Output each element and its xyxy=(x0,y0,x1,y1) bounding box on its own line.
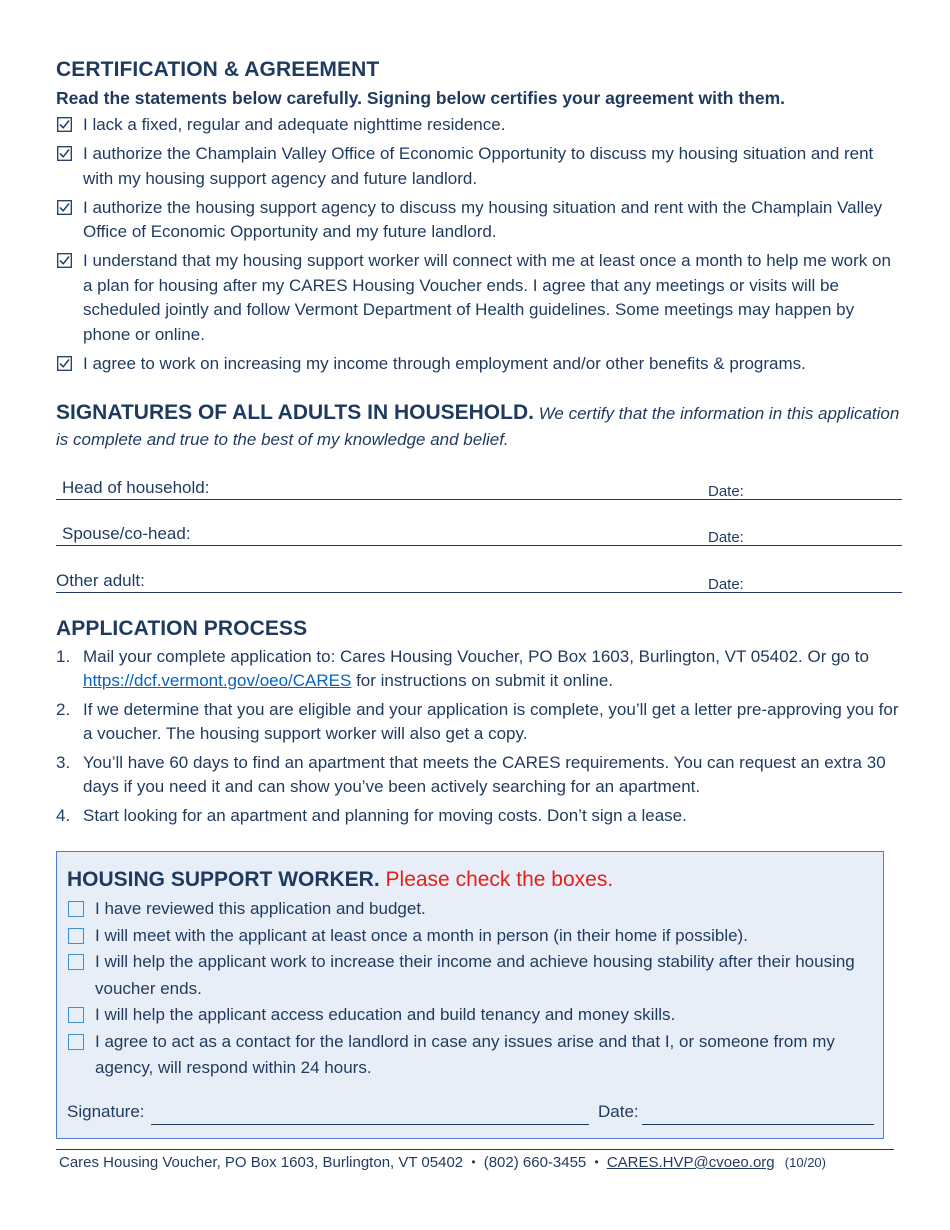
worker-title: HOUSING SUPPORT WORKER. xyxy=(67,868,380,891)
checked-box-icon xyxy=(57,253,72,268)
worker-item xyxy=(67,923,872,950)
worker-checklist xyxy=(67,896,872,1082)
step-number: 2. xyxy=(56,699,71,719)
form-page xyxy=(56,58,902,832)
process-title: APPLICATION PROCESS xyxy=(56,616,308,640)
signature-field[interactable] xyxy=(151,1124,589,1125)
bullet-separator: • xyxy=(471,1155,476,1169)
process-step xyxy=(56,804,902,829)
certification-item xyxy=(56,352,902,377)
step-text: Start looking for an apartment and planning for moving costs. Don’t sign a lease. xyxy=(83,805,687,825)
bullet-separator: • xyxy=(594,1155,599,1169)
step-number: 4. xyxy=(56,805,71,825)
footer-divider xyxy=(56,1149,894,1150)
checked-box-icon xyxy=(57,117,72,132)
certification-item xyxy=(56,142,902,191)
signatures-title: SIGNATURES OF ALL ADULTS IN HOUSEHOLD. xyxy=(56,401,534,424)
application-process xyxy=(56,617,902,829)
certification-list xyxy=(56,113,902,376)
signature-line-other[interactable] xyxy=(56,546,902,593)
step-number: 3. xyxy=(56,752,71,772)
date-label: Date: xyxy=(598,1102,639,1121)
worker-item xyxy=(67,1002,872,1029)
worker-signature-row xyxy=(67,1102,875,1128)
housing-support-worker-box xyxy=(56,851,884,1139)
certification-item xyxy=(56,249,902,347)
cares-link[interactable]: https://dcf.vermont.gov/oeo/CARES xyxy=(83,671,352,690)
worker-item xyxy=(67,1029,872,1082)
process-step xyxy=(56,751,902,800)
worker-item-text: I will help the applicant work to increase their income and achieve housing stability after their housing voucher ends. xyxy=(95,952,855,998)
footer xyxy=(59,1154,899,1171)
checked-box-icon xyxy=(57,200,72,215)
checkbox[interactable] xyxy=(68,954,84,970)
signature-line-label: Spouse/co-head: xyxy=(62,524,191,543)
certification-title: CERTIFICATION & AGREEMENT xyxy=(56,58,380,81)
signature-line-label: Head of household: xyxy=(62,477,210,497)
date-label: Date: xyxy=(708,482,744,500)
checkbox[interactable] xyxy=(68,901,84,917)
worker-item-text: I will help the applicant access education and build tenancy and money skills. xyxy=(95,1005,676,1024)
process-step xyxy=(56,645,902,694)
checked-box-icon xyxy=(57,356,72,371)
step-text: You’ll have 60 days to find an apartment that meets the CARES requirements. You can request an extra 30 days if you need it and can show you’ve been actively searching for an apartment. xyxy=(83,752,886,796)
certification-item-text: I agree to work on increasing my income through employment and/or other benefits & programs. xyxy=(83,353,806,373)
worker-item xyxy=(67,896,872,923)
signatures-heading xyxy=(56,400,902,453)
footer-address: Cares Housing Voucher, PO Box 1603, Burlington, VT 05402 xyxy=(59,1154,464,1171)
worker-heading xyxy=(67,868,872,892)
worker-note: Please check the boxes. xyxy=(385,868,614,891)
certification-item xyxy=(56,196,902,245)
certification-item-text: I authorize the Champlain Valley Office of Economic Opportunity to discuss my housing situation and rent with my housing support agency and future landlord. xyxy=(83,144,874,188)
worker-item xyxy=(67,949,872,1002)
signature-label: Signature: xyxy=(67,1102,145,1121)
step-text: If we determine that you are eligible and your application is complete, you’ll get a letter pre-approving you for a voucher. The housing support worker will also get a copy. xyxy=(83,699,899,743)
worker-item-text: I agree to act as a contact for the landlord in case any issues arise and that I, or someone from my agency, will respond within 24 hours. xyxy=(95,1031,835,1077)
checkbox[interactable] xyxy=(68,1034,84,1050)
signature-line-label: Other adult: xyxy=(56,570,145,590)
date-label: Date: xyxy=(708,529,744,546)
worker-content xyxy=(67,868,872,1082)
certification-item xyxy=(56,113,902,138)
certification-item-text: I authorize the housing support agency to discuss my housing situation and rent with the Champlain Valley Office of Economic Opportunity and my future landlord. xyxy=(83,197,883,241)
step-number: 1. xyxy=(56,646,71,666)
checkbox[interactable] xyxy=(68,928,84,944)
checkbox[interactable] xyxy=(68,1007,84,1023)
worker-item-text: I have reviewed this application and budget. xyxy=(95,899,426,918)
step-text: for instructions on submit it online. xyxy=(351,671,614,690)
worker-item-text: I will meet with the applicant at least once a month in person (in their home if possible). xyxy=(95,925,748,945)
step-text: Mail your complete application to: Cares Housing Voucher, PO Box 1603, Burlington, VT 05402. Or go to xyxy=(83,646,869,666)
checked-box-icon xyxy=(57,146,72,161)
certification-instruction: Read the statements below carefully. Signing below certifies your agreement with them. xyxy=(56,88,786,108)
signature-line-spouse[interactable] xyxy=(56,500,902,547)
process-step xyxy=(56,698,902,747)
date-field[interactable] xyxy=(642,1124,874,1125)
certification-item-text: I lack a fixed, regular and adequate nighttime residence. xyxy=(83,115,506,134)
certification-item-text: I understand that my housing support worker will connect with me at least once a month to help me work on a plan for housing after my CARES Housing Voucher ends. I agree that any meetings or visits will be scheduled jointly and follow Vermont Department of Health guidelines. Some meetings may happen by phone or online. xyxy=(83,251,891,344)
process-steps xyxy=(56,645,902,829)
signature-line-head[interactable] xyxy=(56,453,902,500)
date-label: Date: xyxy=(708,575,744,593)
revision-date: (10/20) xyxy=(784,1155,826,1170)
footer-phone: (802) 660-3455 xyxy=(483,1154,587,1171)
footer-email-link[interactable]: CARES.HVP@cvoeo.org xyxy=(606,1154,775,1171)
signatures-statement: We certify that the information in this application is complete and true to the best of my knowledge and belief. xyxy=(56,404,900,449)
